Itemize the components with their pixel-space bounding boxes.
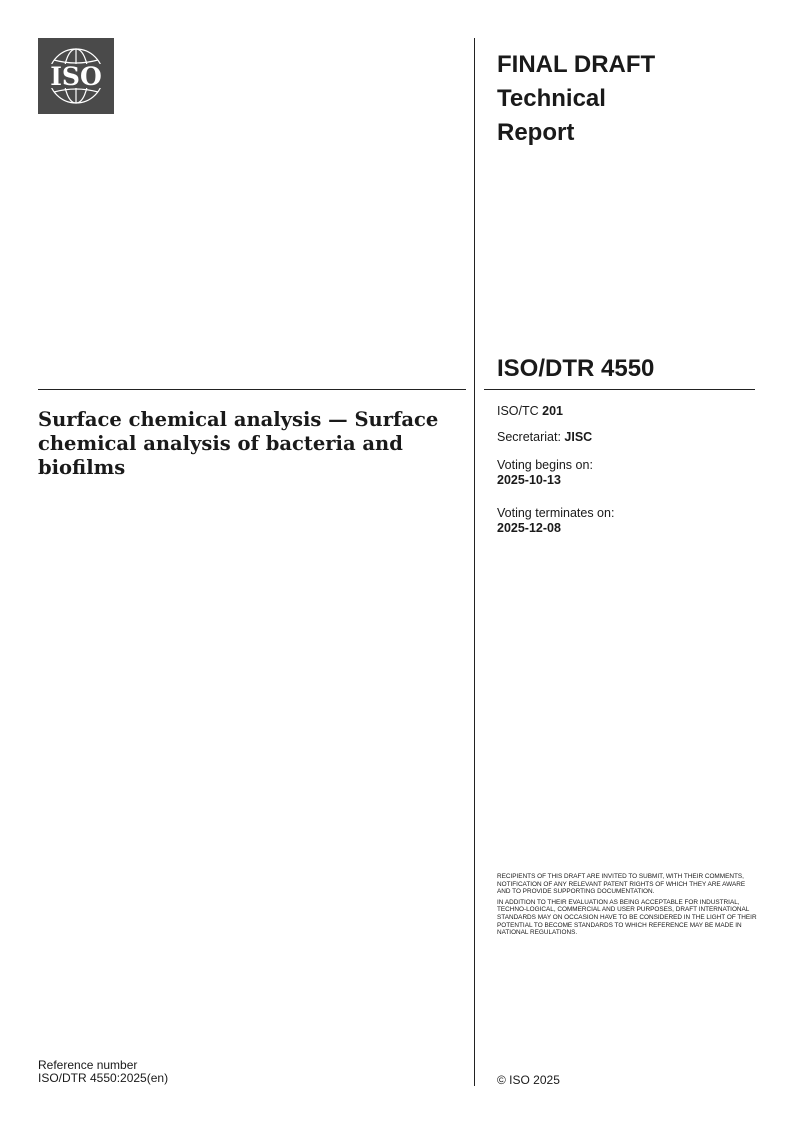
copyright: © ISO 2025	[497, 1073, 560, 1087]
globe-icon	[38, 38, 114, 114]
voting-terminates-label: Voting terminates on:	[497, 506, 615, 520]
voting-begins-label: Voting begins on:	[497, 458, 593, 472]
secretariat-label: Secretariat:	[497, 430, 565, 444]
vertical-divider	[474, 38, 475, 1086]
voting-begins	[497, 458, 593, 488]
secretariat	[497, 430, 592, 445]
document-number: ISO/DTR 4550	[497, 355, 655, 382]
reference-label: Reference number	[38, 1058, 138, 1072]
iso-logo	[38, 38, 114, 114]
reference-value: ISO/DTR 4550:2025(en)	[38, 1071, 169, 1085]
notice-paragraph-evaluation: IN ADDITION TO THEIR EVALUATION AS BEING ACCEPTABLE FOR INDUSTRIAL, TECHNO-LOGICAL, COMMERCIAL AND USER PURPOSES, DRAFT INTERNATIONAL STANDARDS MAY ON OCCASION HAVE TO BE CONSIDERED IN THE LIGHT OF THEIR POTENTIAL TO BECOME STANDARDS TO WHICH REFERENCE MAY BE MADE IN NATIONAL REGULATIONS.	[497, 898, 757, 937]
horizontal-divider-right	[484, 389, 755, 390]
logo-text: ISO	[50, 62, 102, 91]
horizontal-divider-left	[38, 389, 466, 390]
technical-committee	[497, 404, 563, 419]
document-type	[497, 48, 655, 150]
tc-value: 201	[542, 404, 564, 418]
voting-terminates	[497, 506, 614, 536]
notice-paragraph-patents: RECIPIENTS OF THIS DRAFT ARE INVITED TO SUBMIT, WITH THEIR COMMENTS, NOTIFICATION OF ANY RELEVANT PATENT RIGHTS OF WHICH THEY ARE AWARE AND TO PROVIDE SUPPORTING DOCUMENTATION.	[497, 873, 746, 896]
document-type-line1: Technical	[497, 85, 606, 112]
document-type-line2: Report	[497, 119, 575, 146]
tc-label: ISO/TC	[497, 404, 543, 418]
reference-number	[38, 1059, 168, 1085]
voting-terminates-date: 2025-12-08	[497, 521, 561, 535]
document-title: Surface chemical analysis — Surface chemical analysis of bacteria and biofilms	[38, 408, 439, 479]
secretariat-value: JISC	[564, 430, 593, 444]
draft-notice	[497, 873, 757, 940]
voting-begins-date: 2025-10-13	[497, 473, 561, 487]
document-stage: FINAL DRAFT	[497, 51, 656, 78]
